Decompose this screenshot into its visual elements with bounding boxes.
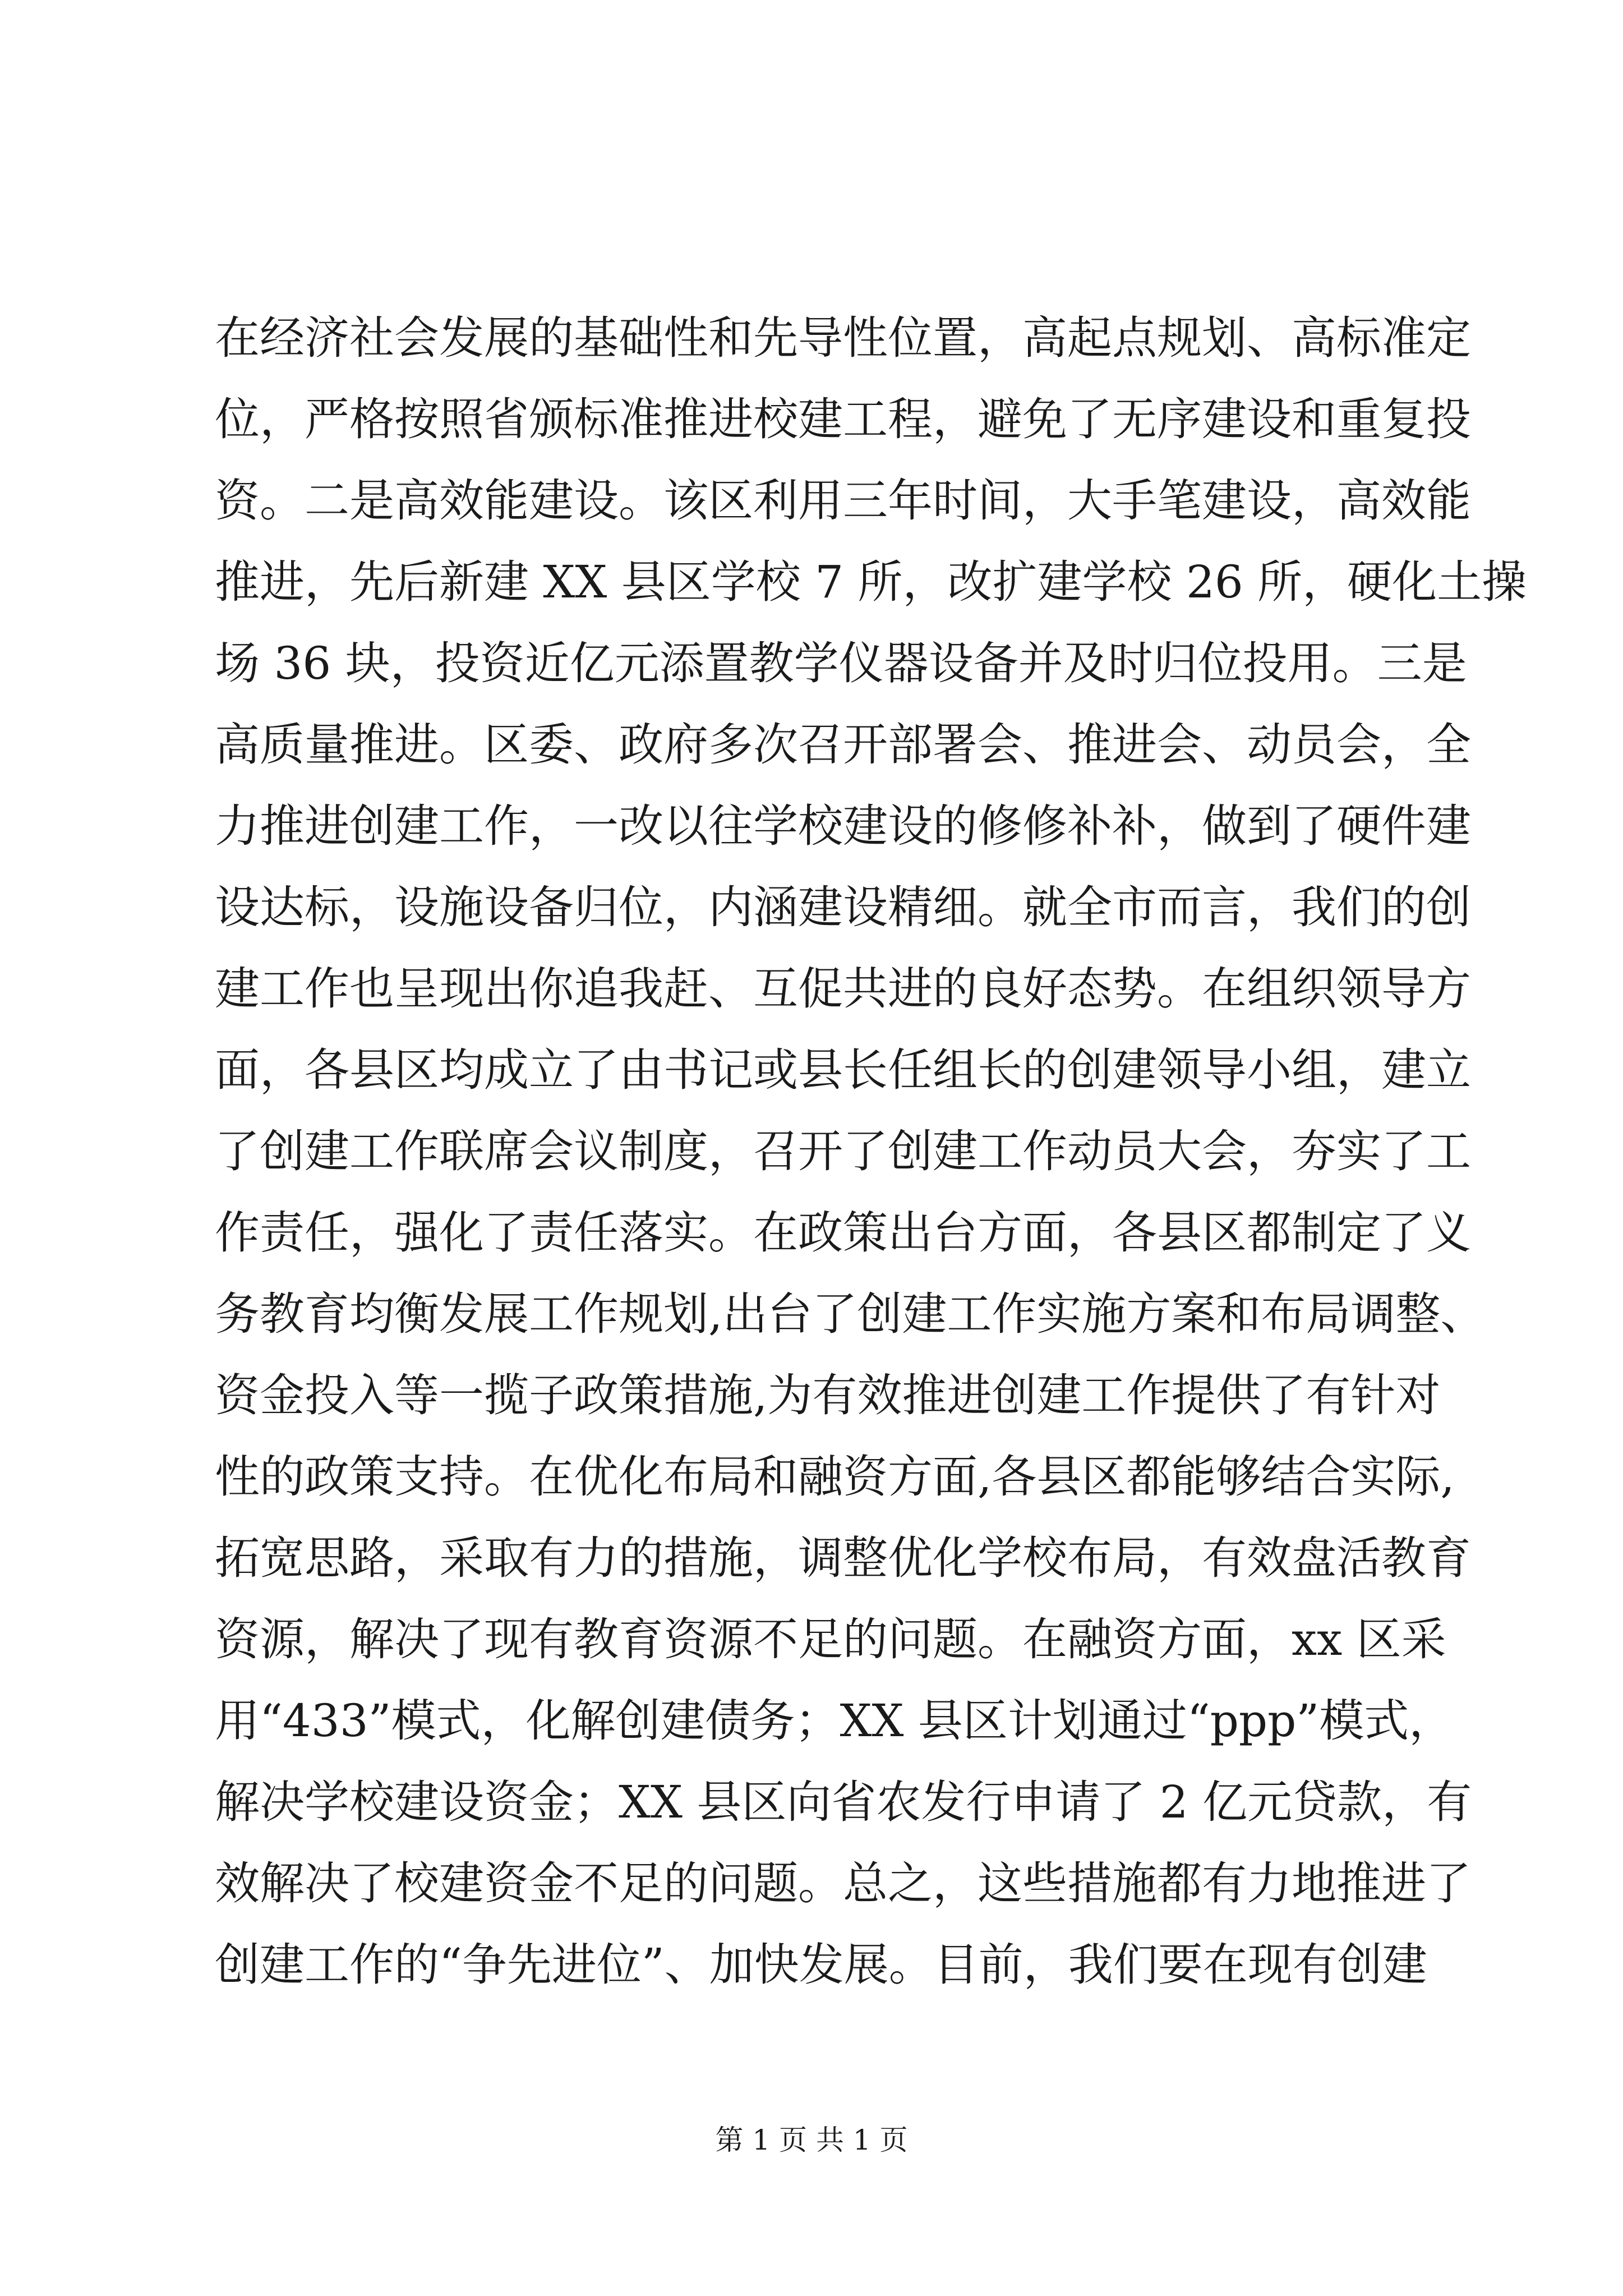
page-footer: 第 1 页 共 1 页: [715, 2124, 908, 2156]
body-text: [215, 297, 1527, 2005]
text-line: 资。二是高效能建设。该区利用三年时间，大手笔建设，高效能: [215, 475, 1471, 527]
text-line: 性的政策支持。在优化布局和融资方面,各县区都能够结合实际,: [215, 1451, 1455, 1503]
text-line: 位，严格按照省颁标准推进校建工程，避免了无序建设和重复投: [215, 393, 1471, 445]
text-line: 力推进创建工作，一改以往学校建设的修修补补，做到了硬件建: [215, 800, 1471, 852]
text-line: 高质量推进。区委、政府多次召开部署会、推进会、动员会，全: [215, 719, 1471, 771]
text-line: 面，各县区均成立了由书记或县长任组长的创建领导小组，建立: [215, 1044, 1471, 1096]
text-line: 作责任，强化了责任落实。在政策出台方面，各县区都制定了义: [215, 1207, 1471, 1259]
text-line: 推进，先后新建 XX 县区学校 7 所，改扩建学校 26 所，硬化土操: [215, 556, 1527, 608]
text-line: 建工作也呈现出你追我赶、互促共进的良好态势。在组织领导方: [215, 963, 1471, 1015]
text-line: 资金投入等一揽子政策措施,为有效推进创建工作提供了有针对: [215, 1369, 1441, 1421]
text-line: 解决学校建设资金；XX 县区向省农发行申请了 2 亿元贷款，有: [215, 1776, 1472, 1828]
text-line: 效解决了校建资金不足的问题。总之，这些措施都有力地推进了: [215, 1857, 1471, 1910]
text-line: 务教育均衡发展工作规划,出台了创建工作实施方案和布局调整、: [215, 1288, 1486, 1340]
text-line: 在经济社会发展的基础性和先导性位置，高起点规划、高标准定: [215, 312, 1471, 364]
text-line: 创建工作的“争先进位”、加快发展。目前，我们要在现有创建: [215, 1939, 1427, 1991]
text-line: 用“433”模式，化解创建债务；XX 县区计划通过“ppp”模式，: [215, 1695, 1454, 1747]
text-line: 了创建工作联席会议制度，召开了创建工作动员大会，夯实了工: [215, 1125, 1471, 1177]
text-line: 场 36 块，投资近亿元添置教学仪器设备并及时归位投用。三是: [215, 637, 1467, 689]
text-line: 设达标，设施设备归位，内涵建设精细。就全市而言，我们的创: [215, 881, 1471, 933]
text-line: 拓宽思路，采取有力的措施，调整优化学校布局，有效盘活教育: [215, 1532, 1471, 1584]
text-line: 资源，解决了现有教育资源不足的问题。在融资方面，xx 区采: [215, 1613, 1446, 1665]
